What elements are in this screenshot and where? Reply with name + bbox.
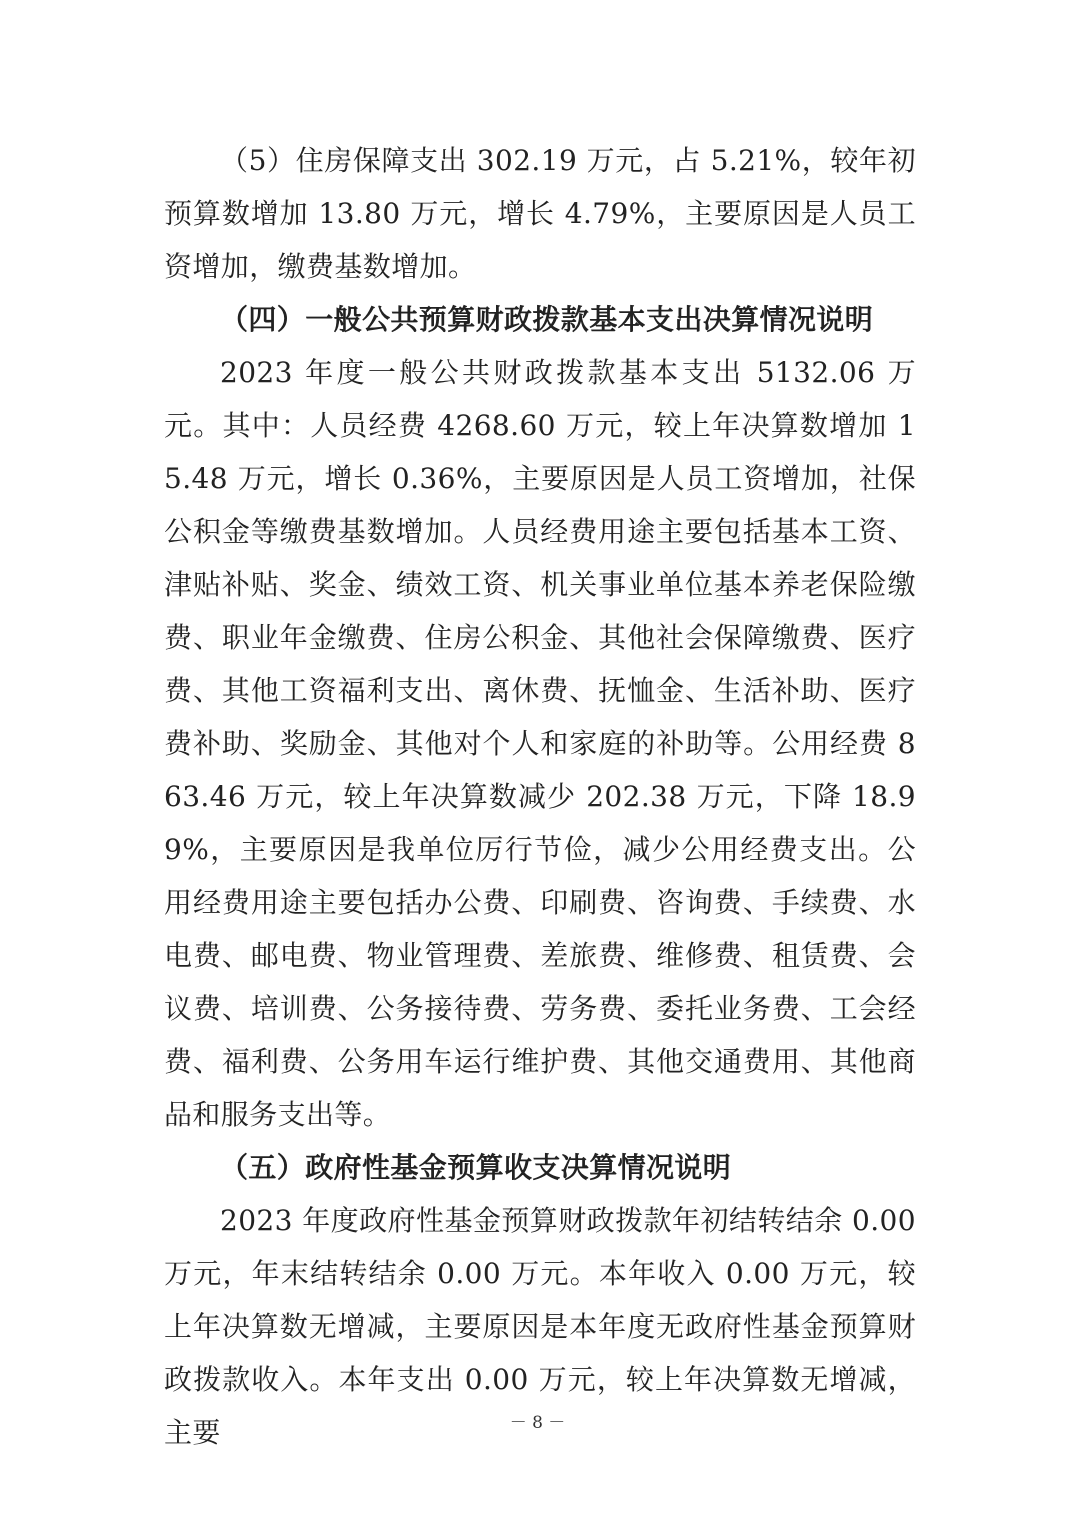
section-heading-basic-expenditure: （四）一般公共预算财政拨款基本支出决算情况说明 [220,303,874,336]
paragraph-housing-expenditure: （5）住房保障支出 302.19 万元，占 5.21%，较年初预算数增加 13.80 万元，增长 4.79%，主要原因是人员工资增加，缴费基数增加。 [164,144,916,283]
paragraph-basic-expenditure: 2023 年度一般公共财政拨款基本支出 5132.06 万元。其中：人员经费 4268.60 万元，较上年决算数增加 15.48 万元，增长 0.36%，主要原因是人员工资增加，社保公积金等缴费基数增加。人员经费用途主要包括基本工资、津贴补贴、奖金、绩效工资、机关事业单位基本养老保险缴费、职业年金缴费、住房公积金、其他社会保障缴费、医疗费、其他工资福利支出、离休费、抚恤金、生活补助、医疗费补助、奖励金、其他对个人和家庭的补助等。公用经费 863.46 万元，较上年决算数减少 202.38 万元，下降 18.99%，主要原因是我单位厉行节俭，减少公用经费支出。公用经费用途主要包括办公费、印刷费、咨询费、手续费、水电费、邮电费、物业管理费、差旅费、维修费、租赁费、会议费、培训费、公务接待费、劳务费、委托业务费、工会经费、福利费、公务用车运行维护费、其他交通费用、其他商品和服务支出等。 [164,356,916,1131]
page-number: － 8 － [509,1413,566,1433]
document-body [164,134,916,1459]
section-heading-government-fund: （五）政府性基金预算收支决算情况说明 [220,1151,732,1184]
paragraph-government-fund: 2023 年度政府性基金预算财政拨款年初结转结余 0.00 万元，年末结转结余 0.00 万元。本年收入 0.00 万元，较上年决算数无增减，主要原因是本年度无政府性基金预算财政拨款收入。本年支出 0.00 万元，较上年决算数无增减，主要 [164,1204,916,1449]
